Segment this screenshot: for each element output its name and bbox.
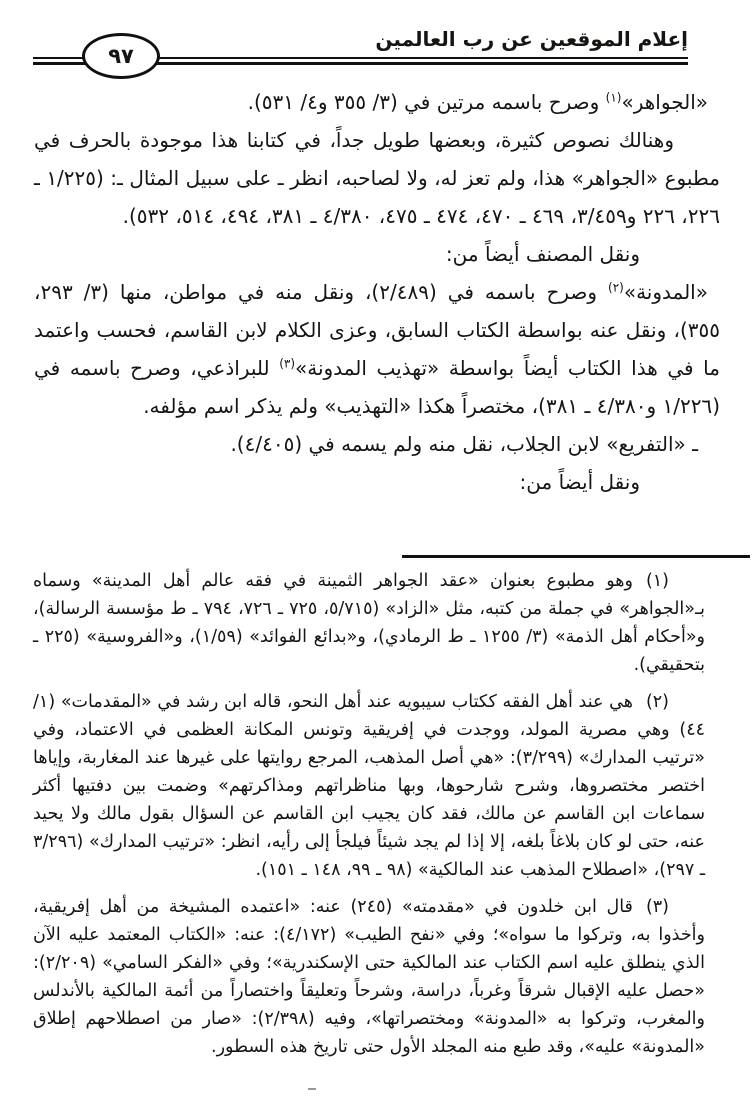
footnote-3 — [33, 893, 705, 1061]
footnotes-section — [33, 567, 705, 1070]
footnote-1 — [33, 567, 705, 679]
paragraph-naqala-musannif: ونقل المصنف أيضاً من: — [445, 242, 640, 266]
footnote-1-marker: (١) — [645, 571, 669, 591]
footnote-3-text: قال ابن خلدون في «مقدمته» (٢٤٥) عنه: «اعتمده المشيخة من أهل إفريقية، وأخذوا به، وتركوا ما سواه»؛ وفي «نفح الطيب» (٤/١٧٢): عنه: «الكتاب المعتمد عليه الآن الذي ينطلق عليه اسم الكتاب عند المالكية حتى الإسكندرية»؛ وفي «الفكر السامي» (٢/٢٠٩): «حصل عليه الإقبال شرقاً وغرباً، دراسة، وشرحاً وتعليقاً واختصاراً من أئمة المالكية بالأندلس والمغرب، وتركوا به «المدونة» ومختصراتها»، وفيه (٢/٣٩٨): «صار من اصطلاحهم إطلاق «المدونة» عليه»، وقد طبع منه المجلد الأول حتى تاريخ هذه السطور. — [33, 897, 705, 1057]
footnote-3-marker: (٣) — [645, 897, 669, 917]
footnotes-separator — [402, 555, 750, 558]
book-title: إعلام الموقعين عن رب العالمين — [375, 27, 688, 51]
paragraph-jawahir-rest: وصرح باسمه مرتين في (٣/ ٣٥٥ و٤/ ٥٣١). — [247, 90, 606, 114]
footnote-ref-2: (٢) — [608, 280, 624, 295]
page-number: ٩٧ — [108, 44, 134, 68]
paragraph-jawahir — [34, 83, 720, 121]
paragraph-mudawwana-middle: وصرح باسمه في (٢/٤٨٩)، ونقل منه في مواطن، منها (٣/ ٢٩٣، ٣٥٥)، ونقل عنه بواسطة الكتاب السابق، وعزى الكلام لابن القاسم، فحسب واعتمد ما في هذا الكتاب أيضاً بواسطة «تهذيب المدونة» — [34, 280, 720, 380]
paragraph-nusus: وهنالك نصوص كثيرة، وبعضها طويل جداً، في كتابنا هذا موجودة بالحرف في مطبوع «الجواهر» هذا، ولم تعز له، ولا لصاحبه، انظر ـ على سبيل المثال ـ: (١/٢٢٥ ـ ٢٢٦، ٢٢٦ و٣/٤٥٩، ٤٦٩ ـ ٤٧٠، ٤٧٤ ـ ٤٧٥، ٤/٣٨٠ ـ ٣٨١، ٤٩٤، ٥١٤، ٥٣٢). — [34, 128, 720, 228]
paragraph-mudawwana-rest: للبراذعي، وصرح باسمه في (١/٢٢٦ و٤/٣٨٠ ـ ٣٨١)، مختصراً هكذا «التهذيب» ولم يذكر اسم مؤلفه. — [34, 356, 720, 418]
footnote-1-text: وهو مطبوع بعنوان «عقد الجواهر الثمينة في فقه عالم أهل المدينة» وسماه بـ«الجواهر» في جملة من كتبه، مثل «الزاد» (٥/٧١٥، ٧٢٥ ـ ٧٢٦، ٧٩٤ ـ ط مؤسسة الرسالة)، و«أحكام أهل الذمة» (٣/ ١٢٥٥ ـ ط الرمادي)، و«بدائع الفوائد» (١/٥٩)، و«الفروسية» (٢٢٥ ـ بتحقيقي). — [33, 571, 705, 675]
footnote-2-marker: (٢) — [645, 692, 669, 712]
page-number-oval — [82, 33, 160, 79]
footnote-2 — [33, 688, 705, 884]
paragraph-mudawwana — [34, 273, 720, 425]
paragraph-mudawwana-text: «المدونة» — [623, 280, 708, 304]
footnote-2-text: هي عند أهل الفقه ككتاب سيبويه عند أهل النحو، قاله ابن رشد في «المقدمات» (١/ ٤٤) وهي مصرية المولد، ووجدت في إفريقية وتونس المكانة العظمى في الاعتماد، وفي «ترتيب المدارك» (٣/٢٩٩): «هي أصل المذهب، المرجع روايتها على غيرها عند المغاربة، وإياها اختصر مختصروها، وشرح شارحوها، وبها مناظراتهم ومذاكرتهم» وضمت بين دفتيها أكثر سماعات ابن القاسم عن مالك، فقد كان يجيب ابن القاسم عن السؤال بقول مالك ولا يحيد عنه، حتى لو كان بلاغاً بلغه، إلا إذا لم يجد شيئاً فيلجأ إلى رأيه، انظر: «ترتيب المدارك» (٣/٢٩٦ ـ ٢٩٧)، «اصطلاح المذهب عند المالكية» (٩٨ ـ ٩٩، ١٤٨ ـ ١٥١). — [33, 692, 705, 880]
body-text — [34, 83, 720, 501]
paragraph-jawahir-text: «الجواهر» — [621, 90, 708, 114]
paragraph-tafri: ـ «التفريع» لابن الجلاب، نقل منه ولم يسمه في (٤/٤٠٥). — [230, 432, 698, 456]
header-rule-left — [33, 57, 84, 65]
footnote-ref-1: (١) — [605, 90, 622, 105]
paragraph-naqala-aydan: ونقل أيضاً من: — [519, 470, 640, 494]
footnote-ref-3: (٣) — [279, 356, 296, 371]
scan-speck — [308, 1088, 316, 1090]
